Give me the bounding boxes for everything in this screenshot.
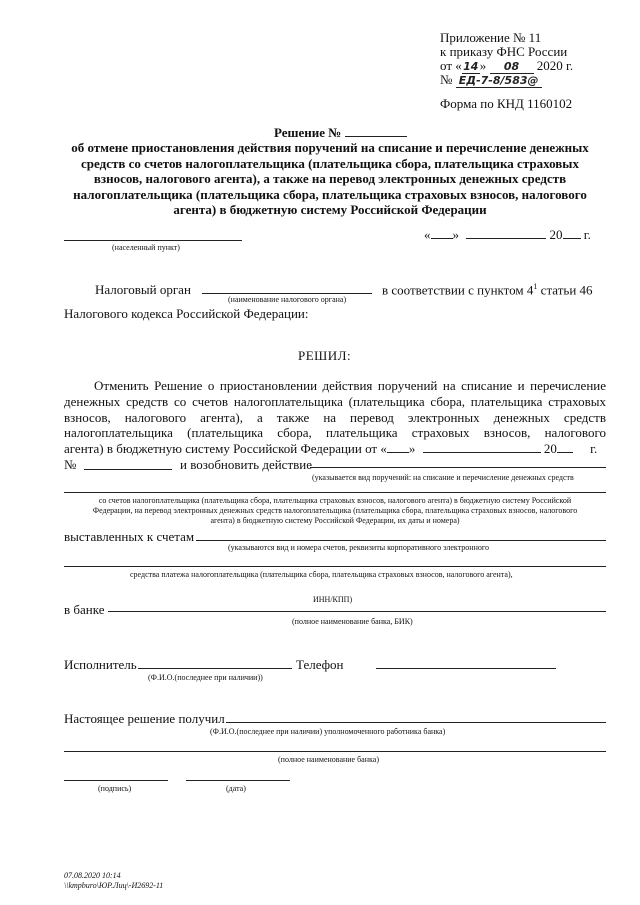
last-line-text: агента) в бюджетную систему Российской Федерации от « (64, 441, 387, 456)
decision-number-blank (345, 136, 407, 137)
year-prefix: 20 (549, 227, 563, 242)
inn-caption: ИНН/КПП) (313, 595, 353, 604)
decided-heading: РЕШИЛ: (298, 348, 352, 363)
tax-authority-right (382, 282, 593, 298)
last-month-blank (423, 452, 541, 453)
appendix-line-1: Приложение № 11 (440, 30, 542, 45)
number-prefix: № (440, 72, 453, 87)
signature-line (64, 780, 168, 781)
phone-line (376, 668, 556, 669)
last-line-mid: » (408, 441, 416, 456)
body-paragraph (64, 378, 606, 441)
tax-authority-line (202, 293, 372, 294)
place-date (424, 227, 591, 243)
resume-label: и возобновить действие (180, 457, 312, 472)
tax-authority-caption: (наименование налогового органа) (228, 295, 347, 304)
bank-name-line (64, 751, 606, 752)
date-close: » (452, 227, 459, 242)
date-open: « (424, 227, 431, 242)
last-year-blank (557, 452, 573, 453)
date-year: 2020 г. (536, 58, 574, 73)
knd-form: Форма по КНД 1160102 (440, 96, 573, 111)
year-blank (563, 238, 581, 239)
num-label: № (64, 457, 77, 472)
accounts-line (64, 566, 606, 567)
received-line (226, 722, 606, 723)
month-blank (466, 238, 546, 239)
year-suffix: г. (583, 227, 591, 242)
tax-code-line: Налогового кодекса Российской Федерации: (64, 306, 309, 321)
orders-caption (64, 496, 606, 526)
bank-caption: (полное наименование банка, БИК) (292, 617, 413, 626)
decision-title (60, 140, 600, 218)
payment-caption: средства платежа налогоплательщика (плательщика сбора, плательщика страховых взносов, налогового агента), (130, 570, 513, 579)
title-line: об отмене приостановления действия поручений на списание и перечисление денежных (71, 140, 589, 155)
article-text: статьи 46 (540, 282, 593, 298)
clause-superscript: 1 (533, 282, 538, 291)
executor-line (138, 668, 292, 669)
bank-name-caption: (полное наименование банка) (278, 755, 379, 764)
orders-caption-line: агента) в бюджетную систему Российской Федерации, их даты и номера) (210, 516, 460, 525)
body-line: денежных средств со счетов налогоплательщика (плательщика сбора, плательщика страховых (64, 393, 606, 409)
signature-caption: (подпись) (98, 784, 132, 793)
date-month: 08 (490, 60, 534, 74)
accounts-caption: (указываются вид и номера счетов, реквизиты корпоративного электронного (228, 543, 489, 552)
title-line: налогоплательщика (плательщика сбора, плательщика страховых взносов, налогового (73, 186, 587, 202)
executor-label: Исполнитель (64, 657, 137, 672)
title-line: взносов, налогового агента), а также на перевод электронных денежных средств (93, 171, 567, 186)
orders-caption-line: со счетов налогоплательщика (плательщика сбора, плательщика страховых взносов, налогового агента) в бюджетную систему Российской (98, 496, 572, 505)
appendix-line-2: к приказу ФНС России (440, 44, 568, 59)
decision-head-text: Решение № (274, 125, 342, 140)
clause-text: в соответствии с пунктом 4 (382, 282, 534, 298)
place-line (64, 240, 242, 241)
appendix-number (440, 72, 542, 88)
issued-label: выставленных к счетам (64, 529, 195, 544)
decision-head (274, 125, 407, 141)
date-day: 14 (463, 60, 479, 73)
place-caption: (населенный пункт) (112, 243, 180, 252)
date-prefix: от « (440, 58, 462, 73)
bank-label: в банке (64, 602, 105, 617)
date-mid: » (479, 58, 487, 73)
title-line: агента) в бюджетную систему Российской Федерации (173, 202, 487, 217)
received-caption: (Ф.И.О.(последнее при наличии) уполномоченного работника банка) (210, 727, 446, 736)
num-line (84, 469, 172, 470)
title-line: средств со счетов налогоплательщика (плательщика сбора, плательщика страховых (81, 155, 579, 171)
sign-date-caption: (дата) (226, 784, 246, 793)
last-year-prefix: 20 (543, 441, 557, 456)
day-blank (431, 238, 453, 239)
sign-date-line (186, 780, 290, 781)
body-last-line (64, 441, 597, 457)
body-line: Отменить Решение о приостановлении действия поручений на списание и перечисление (94, 378, 606, 393)
received-label: Настоящее решение получил (64, 711, 225, 726)
body-line: взносов, налогового агента), а также на перевод электронных денежных средств (64, 409, 606, 425)
phone-label: Телефон (296, 657, 344, 672)
body-line: налогоплательщика (плательщика сбора, плательщика страховых взносов, налогового (64, 425, 606, 441)
footer-timestamp: 07.08.2020 10:14 (64, 871, 121, 880)
tax-authority-label: Налоговый орган (95, 282, 191, 297)
bank-line (108, 611, 606, 612)
last-day-blank (387, 452, 409, 453)
order-number: ЕД-7-8/583@ (456, 74, 542, 88)
resume-line (310, 467, 606, 468)
resume-caption: (указывается вид поручений: на списание и перечисление денежных средств (312, 473, 574, 482)
orders-line (64, 492, 606, 493)
last-year-suffix: г. (590, 441, 598, 456)
issued-line (196, 540, 606, 541)
footer-path: \\kmpburo\ЮР.Лиц\-И2692-11 (64, 881, 164, 890)
orders-caption-line: Федерации, на перевод электронных денежных средств налогоплательщика (плательщика сбора, плательщика страховых взносов, налогового (92, 506, 578, 515)
executor-caption: (Ф.И.О.(последнее при наличии)) (148, 673, 263, 682)
